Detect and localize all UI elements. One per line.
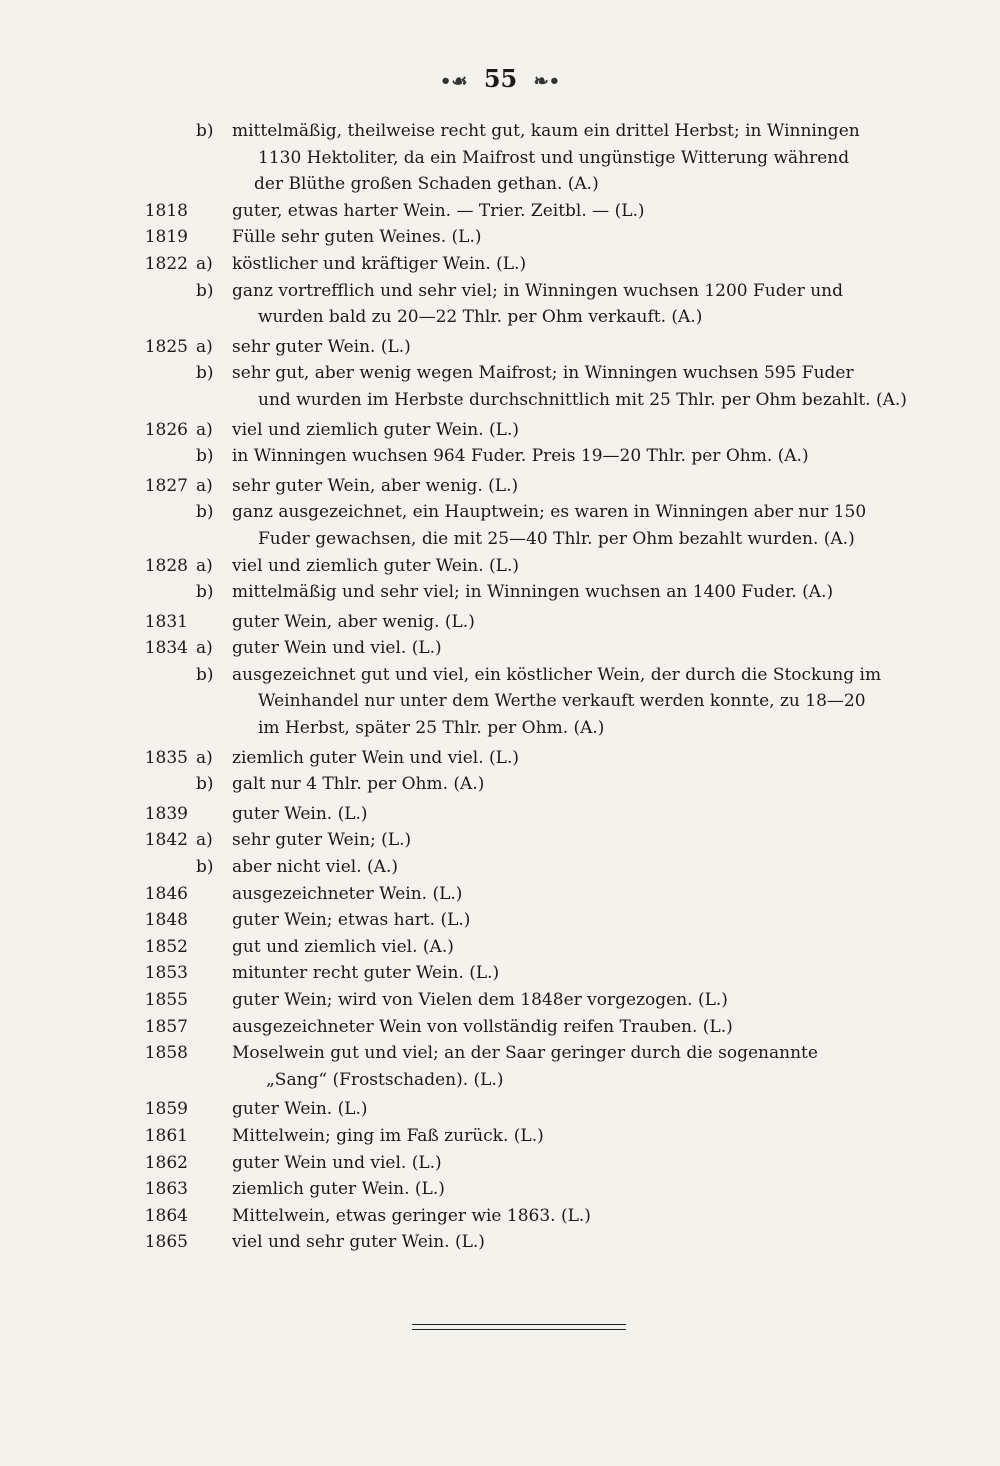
entry-text: viel und ziemlich guter Wein. (L.) (232, 419, 519, 440)
entry-text: und wurden im Herbste durchschnittlich mit 25 Thlr. per Ohm bezahlt. (A.) (258, 389, 907, 410)
list-item (0, 473, 1000, 500)
list-item (0, 801, 1000, 828)
entry-text: sehr guter Wein. (L.) (232, 336, 411, 357)
ornament-right-icon: ❧• (533, 71, 561, 92)
end-rule-top (412, 1324, 626, 1325)
list-item (0, 417, 1000, 444)
entry-text: mitunter recht guter Wein. (L.) (232, 963, 500, 984)
end-rule-bottom (412, 1329, 626, 1330)
entry-text: Mittelwein; ging im Faß zurück. (L.) (232, 1125, 544, 1146)
entry-text: sehr guter Wein, aber wenig. (L.) (232, 475, 519, 496)
entry-text: guter Wein. (L.) (232, 803, 368, 824)
list-item (0, 771, 1000, 798)
entry-text: guter Wein und viel. (L.) (232, 1152, 442, 1173)
entry-text: köstlicher und kräftiger Wein. (L.) (232, 253, 527, 274)
entry-text: sehr guter Wein; (L.) (232, 830, 412, 851)
entry-mark: a) (196, 419, 213, 440)
entry-mark: b) (196, 502, 214, 523)
entry-text: der Blüthe großen Schaden gethan. (A.) (254, 174, 599, 195)
entry-text: gut und ziemlich viel. (A.) (232, 936, 454, 957)
list-item (0, 609, 1000, 636)
list-item (0, 1096, 1000, 1123)
entry-text: ausgezeichneter Wein. (L.) (232, 883, 463, 904)
list-item (0, 1067, 1000, 1094)
list-item (0, 662, 1000, 689)
entry-text: viel und sehr guter Wein. (L.) (232, 1232, 485, 1253)
entry-year: 1865 (144, 1232, 188, 1253)
entry-mark: a) (196, 638, 213, 659)
list-item (0, 360, 1000, 387)
list-item (0, 278, 1000, 305)
entry-text: ausgezeichneter Wein von vollständig reifen Trauben. (L.) (232, 1016, 733, 1037)
entry-text: in Winningen wuchsen 964 Fuder. Preis 19—20 Thlr. per Ohm. (A.) (232, 446, 809, 467)
page-number-header (0, 64, 1000, 93)
entry-year: 1834 (144, 638, 188, 659)
entry-mark: b) (196, 363, 214, 384)
entry-mark: a) (196, 253, 213, 274)
list-item (0, 688, 1000, 715)
entry-text: guter Wein; etwas hart. (L.) (232, 910, 471, 931)
entry-text: Moselwein gut und viel; an der Saar geringer durch die sogenannte (232, 1043, 818, 1064)
list-item (0, 745, 1000, 772)
entry-text: galt nur 4 Thlr. per Ohm. (A.) (232, 774, 485, 795)
ornament-left-icon: •☙ (439, 71, 468, 92)
list-item (0, 907, 1000, 934)
entry-year: 1831 (144, 611, 188, 632)
entry-mark: a) (196, 830, 213, 851)
entry-text: mittelmäßig, theilweise recht gut, kaum ein drittel Herbst; in Winningen (232, 121, 860, 141)
list-item (0, 334, 1000, 361)
list-item (0, 499, 1000, 526)
entry-text: guter Wein und viel. (L.) (232, 638, 442, 659)
list-item (0, 1123, 1000, 1150)
entry-year: 1825 (144, 336, 188, 357)
entry-text: im Herbst, später 25 Thlr. per Ohm. (A.) (258, 718, 605, 739)
entry-text: guter Wein. (L.) (232, 1099, 368, 1120)
entry-year: 1861 (144, 1125, 188, 1146)
entry-text: Fülle sehr guten Weines. (L.) (232, 227, 482, 248)
entry-mark: b) (196, 446, 214, 467)
entry-year: 1826 (144, 419, 188, 440)
list-item (0, 854, 1000, 881)
entry-year: 1853 (144, 963, 188, 984)
entry-text: ganz vortrefflich und sehr viel; in Winningen wuchsen 1200 Fuder und (232, 280, 844, 301)
entry-year: 1839 (144, 803, 188, 824)
entry-year: 1857 (144, 1016, 188, 1037)
entry-mark: a) (196, 747, 213, 768)
list-item (0, 118, 1000, 145)
list-item (0, 635, 1000, 662)
entry-year: 1863 (144, 1179, 188, 1200)
list-item (0, 1014, 1000, 1041)
entry-mark: b) (196, 280, 214, 301)
entry-year: 1858 (144, 1043, 188, 1064)
vintage-list (0, 118, 1000, 1256)
list-item (0, 1040, 1000, 1067)
list-item (0, 960, 1000, 987)
entry-text: guter Wein, aber wenig. (L.) (232, 611, 475, 632)
entry-text: ziemlich guter Wein und viel. (L.) (232, 747, 519, 768)
entry-mark: b) (196, 774, 214, 795)
entry-year: 1864 (144, 1205, 188, 1226)
list-item (0, 1229, 1000, 1256)
entry-text: Mittelwein, etwas geringer wie 1863. (L.) (232, 1205, 591, 1226)
entry-text: Weinhandel nur unter dem Werthe verkauft werden konnte, zu 18—20 (258, 691, 866, 712)
entry-year: 1852 (144, 936, 188, 957)
entry-text: ziemlich guter Wein. (L.) (232, 1179, 445, 1200)
entry-text: ganz ausgezeichnet, ein Hauptwein; es waren in Winningen aber nur 150 (232, 502, 867, 523)
list-item (0, 1176, 1000, 1203)
entry-year: 1848 (144, 910, 188, 931)
entry-year: 1862 (144, 1152, 188, 1173)
list-item (0, 881, 1000, 908)
entry-year: 1828 (144, 555, 188, 576)
list-item (0, 715, 1000, 742)
page-number: 55 (483, 64, 518, 93)
entry-text: mittelmäßig und sehr viel; in Winningen wuchsen an 1400 Fuder. (A.) (232, 582, 834, 603)
list-item (0, 1203, 1000, 1230)
list-item (0, 304, 1000, 331)
entry-mark: b) (196, 857, 214, 878)
entry-text: sehr gut, aber wenig wegen Maifrost; in Winningen wuchsen 595 Fuder (232, 363, 854, 384)
list-item (0, 987, 1000, 1014)
list-item (0, 443, 1000, 470)
entry-text: guter Wein; wird von Vielen dem 1848er vorgezogen. (L.) (232, 990, 728, 1010)
entry-year: 1827 (144, 475, 188, 496)
entry-year: 1822 (144, 253, 188, 274)
entry-mark: b) (196, 121, 214, 141)
list-item (0, 171, 1000, 198)
entry-year: 1855 (144, 990, 188, 1010)
entry-year: 1835 (144, 747, 188, 768)
entry-year: 1846 (144, 883, 188, 904)
entry-text: 1130 Hektoliter, da ein Maifrost und ungünstige Witterung während (258, 147, 850, 168)
list-item (0, 827, 1000, 854)
list-item (0, 579, 1000, 606)
list-item (0, 934, 1000, 961)
entry-year: 1842 (144, 830, 188, 851)
list-item (0, 224, 1000, 251)
entry-year: 1819 (144, 227, 188, 248)
list-item (0, 198, 1000, 225)
entry-text: aber nicht viel. (A.) (232, 857, 398, 878)
entry-year: 1859 (144, 1099, 188, 1120)
entry-mark: a) (196, 336, 213, 357)
list-item (0, 1150, 1000, 1177)
entry-year: 1818 (144, 200, 188, 221)
entry-mark: b) (196, 582, 214, 603)
list-item (0, 387, 1000, 414)
entry-text: wurden bald zu 20—22 Thlr. per Ohm verkauft. (A.) (258, 307, 703, 328)
entry-mark: a) (196, 475, 213, 496)
entry-text: „Sang“ (Frostschaden). (L.) (266, 1069, 504, 1090)
entry-text: Fuder gewachsen, die mit 25—40 Thlr. per Ohm bezahlt wurden. (A.) (258, 528, 855, 549)
list-item (0, 553, 1000, 580)
list-item (0, 251, 1000, 278)
entry-mark: b) (196, 664, 214, 685)
list-item (0, 145, 1000, 172)
entry-text: viel und ziemlich guter Wein. (L.) (232, 555, 519, 576)
entry-text: guter, etwas harter Wein. — Trier. Zeitbl. — (L.) (232, 200, 645, 221)
entry-mark: a) (196, 555, 213, 576)
entry-text: ausgezeichnet gut und viel, ein köstlicher Wein, der durch die Stockung im (232, 664, 882, 685)
list-item (0, 526, 1000, 553)
